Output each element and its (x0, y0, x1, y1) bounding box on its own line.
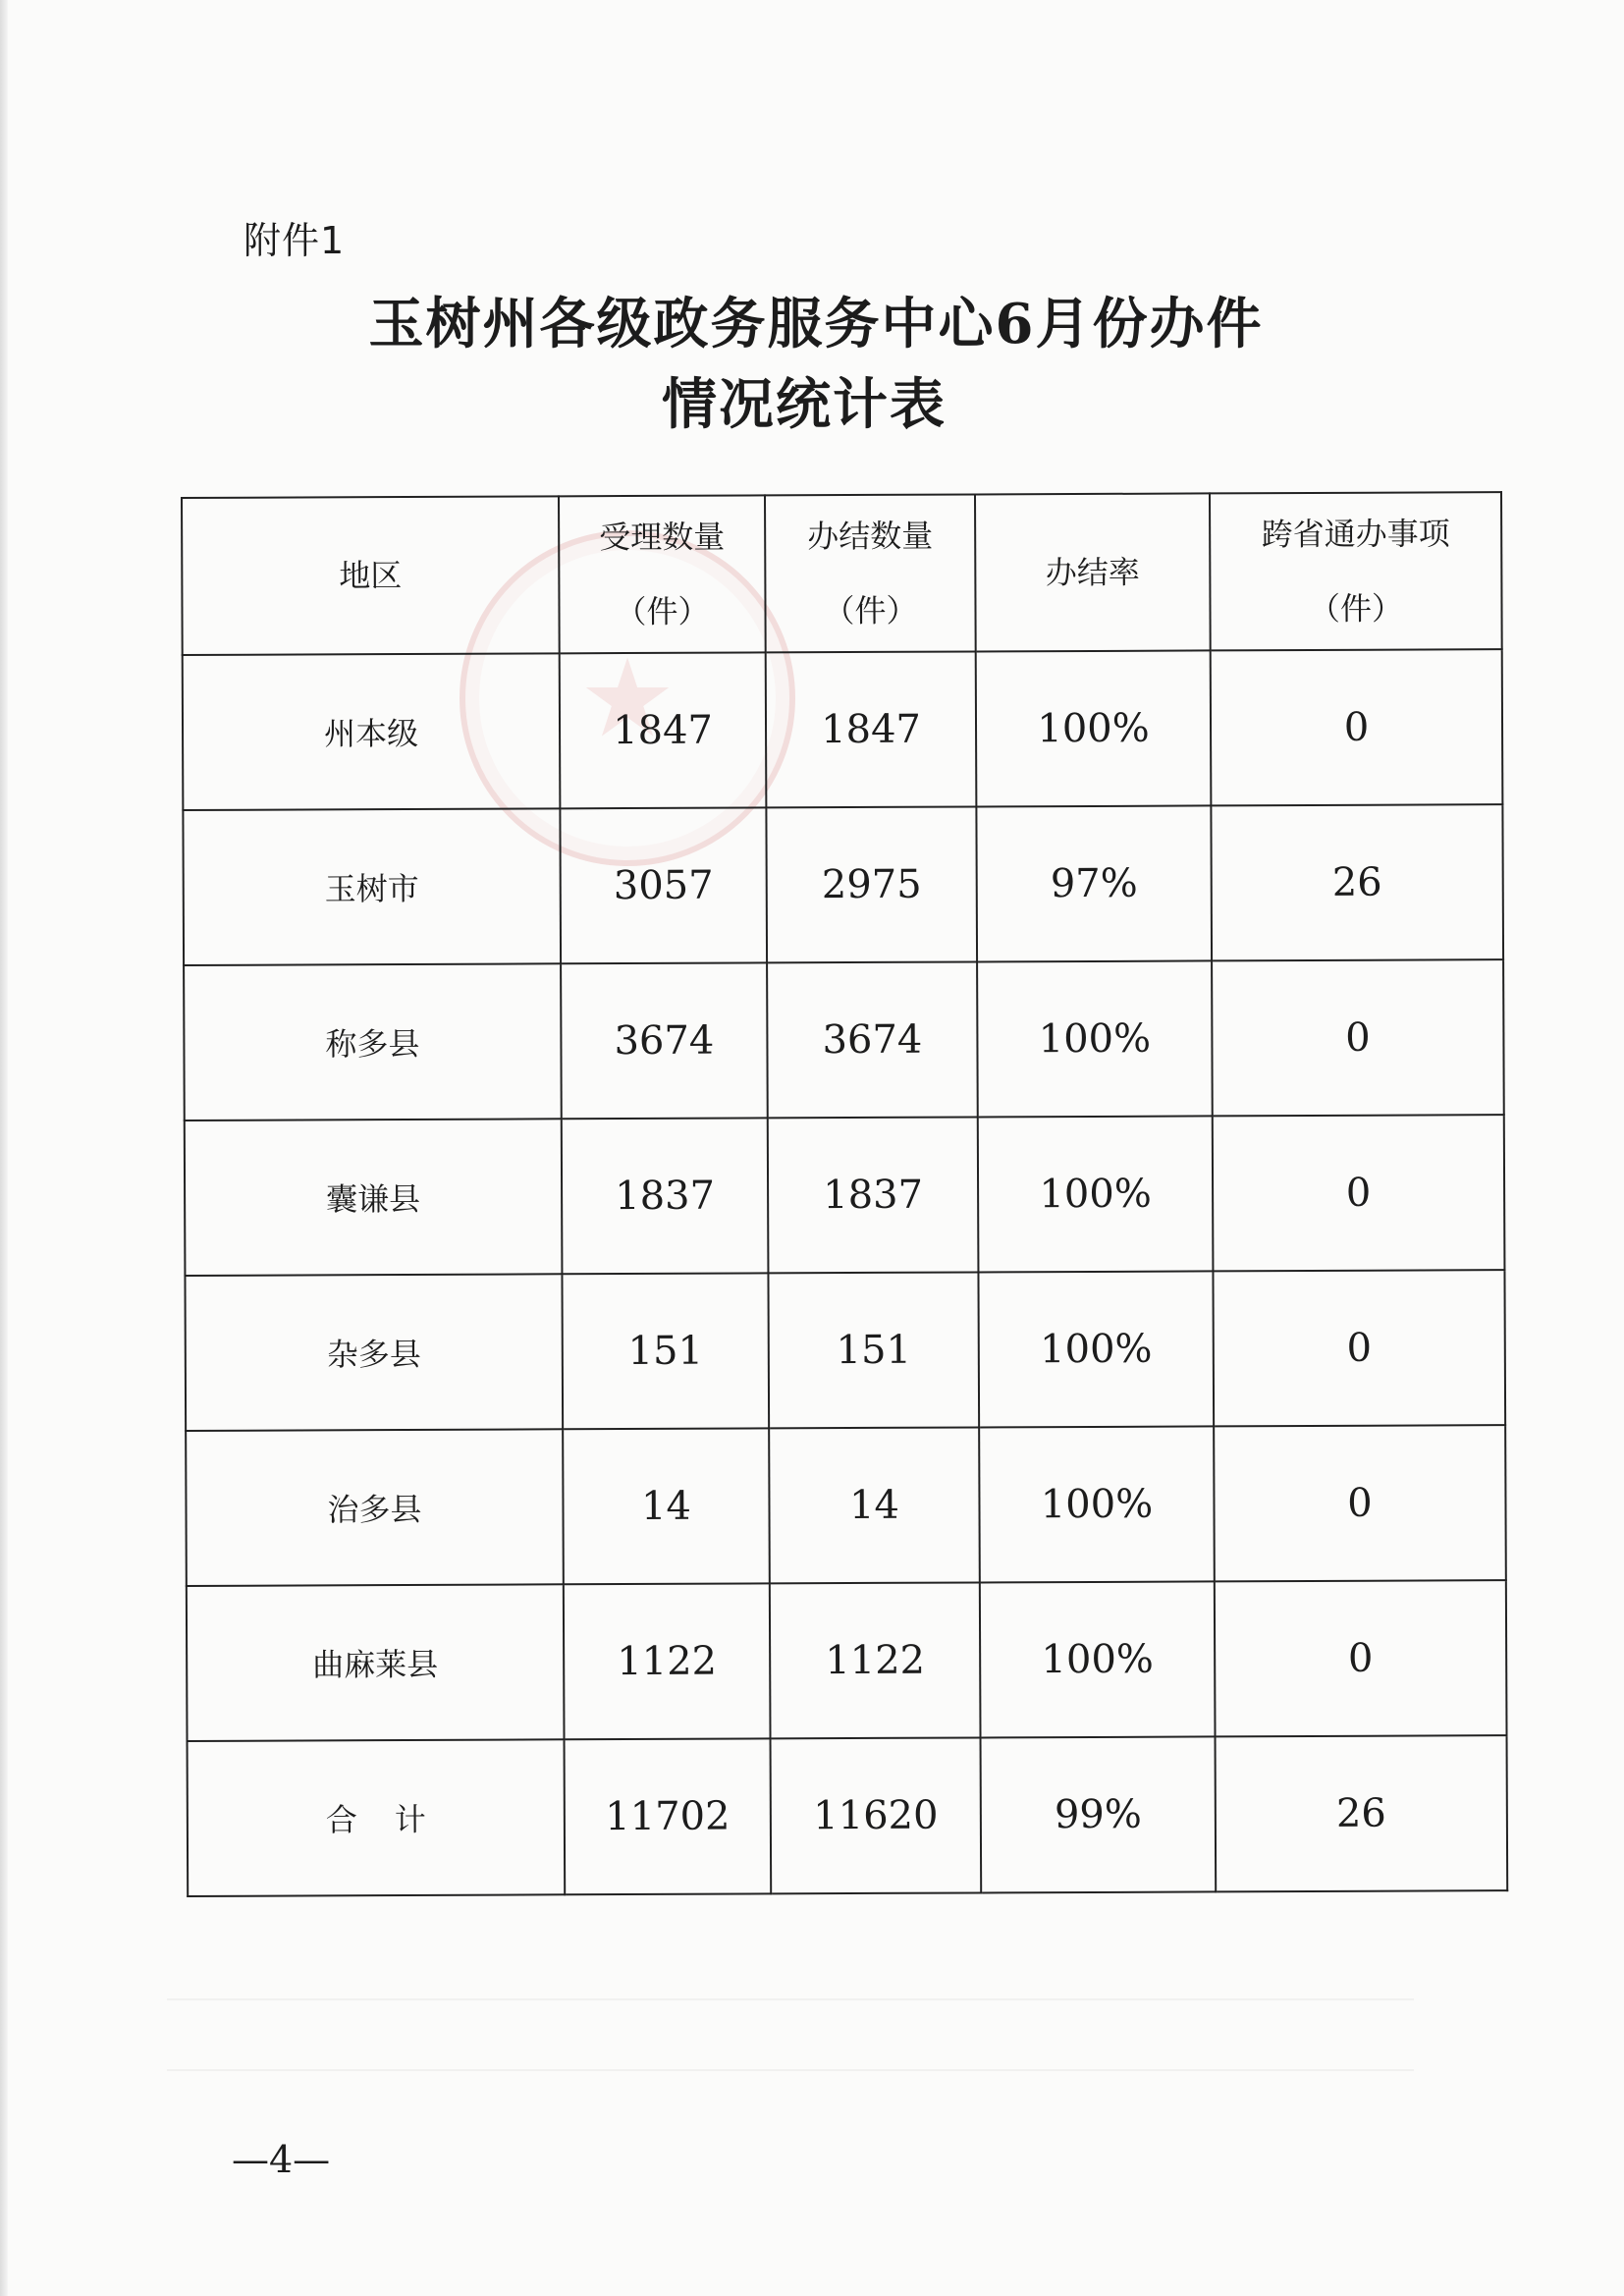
rate-cell: 100% (979, 1426, 1215, 1582)
header-accepted-label: 受理数量 (599, 518, 726, 557)
region-cell: 杂多县 (185, 1274, 563, 1431)
accepted-cell: 14 (563, 1428, 770, 1584)
header-rate-label: 办结率 (1045, 553, 1140, 592)
accepted-cell: 3674 (561, 962, 768, 1119)
completed-cell: 14 (769, 1427, 980, 1583)
header-accepted (559, 495, 766, 653)
cross-province-cell: 0 (1212, 959, 1504, 1116)
header-cross-province (1210, 492, 1502, 650)
region-cell: 曲麻莱县 (187, 1584, 565, 1741)
completed-cell: 1847 (766, 651, 977, 807)
rate-cell: 100% (980, 1581, 1216, 1737)
statistics-table (181, 491, 1508, 1897)
table-total-row (188, 1735, 1508, 1896)
document-title-line1: 玉树州各级政务服务中心6月份办件 (368, 292, 1264, 356)
completed-cell: 1122 (770, 1582, 981, 1738)
header-completed (765, 494, 976, 652)
rate-cell: 100% (978, 1116, 1214, 1272)
table-row (185, 1270, 1505, 1431)
header-region (182, 496, 560, 655)
accepted-cell: 1847 (560, 652, 767, 808)
header-region-label: 地区 (339, 557, 403, 595)
document-title-line2: 情况统计表 (662, 372, 947, 437)
bleed-through-footer-band (167, 1998, 1414, 2071)
header-completed-label: 办结数量 (807, 517, 934, 556)
total-cross-province-cell: 26 (1216, 1735, 1508, 1891)
completed-cell: 3674 (767, 961, 978, 1118)
total-completed-cell: 11620 (771, 1737, 982, 1893)
completed-cell: 1837 (768, 1117, 979, 1273)
total-accepted-cell: 11702 (565, 1738, 772, 1894)
table-row (183, 804, 1503, 965)
rate-cell: 97% (976, 805, 1212, 961)
table-row (185, 1115, 1505, 1276)
cross-province-cell: 0 (1213, 1270, 1505, 1426)
accepted-cell: 1122 (564, 1583, 771, 1739)
header-cross-province-label: 跨省通办事项 (1261, 515, 1450, 554)
total-label-cell: 合计 (188, 1739, 566, 1896)
rate-cell: 100% (976, 650, 1212, 806)
cross-province-cell: 26 (1211, 804, 1503, 960)
cross-province-cell: 0 (1214, 1425, 1506, 1581)
region-cell: 州本级 (183, 653, 561, 810)
header-cross-province-unit: （件） (1308, 589, 1404, 628)
rate-cell: 100% (978, 1271, 1214, 1427)
accepted-cell: 1837 (562, 1118, 769, 1274)
table-row (186, 1425, 1506, 1586)
completed-cell: 2975 (766, 806, 977, 962)
region-cell: 称多县 (184, 963, 562, 1121)
accepted-cell: 3057 (560, 807, 767, 963)
rate-cell: 100% (977, 960, 1213, 1117)
table-row (184, 959, 1504, 1121)
completed-cell: 151 (768, 1272, 979, 1428)
header-completed-unit: （件） (823, 591, 918, 630)
table-row (187, 1580, 1507, 1741)
region-cell: 玉树市 (183, 808, 561, 965)
table-row (183, 649, 1503, 810)
region-cell: 治多县 (186, 1429, 564, 1586)
region-cell: 囊谦县 (185, 1119, 563, 1276)
header-accepted-unit: （件） (615, 592, 710, 631)
cross-province-cell: 0 (1215, 1580, 1507, 1736)
table-header-row (182, 492, 1502, 655)
total-rate-cell: 99% (981, 1736, 1217, 1892)
header-rate (975, 493, 1211, 651)
attachment-label: 附件1 (244, 219, 346, 262)
accepted-cell: 151 (562, 1273, 769, 1429)
page-number: —4— (232, 2138, 331, 2181)
cross-province-cell: 0 (1213, 1115, 1505, 1271)
cross-province-cell: 0 (1211, 649, 1503, 805)
